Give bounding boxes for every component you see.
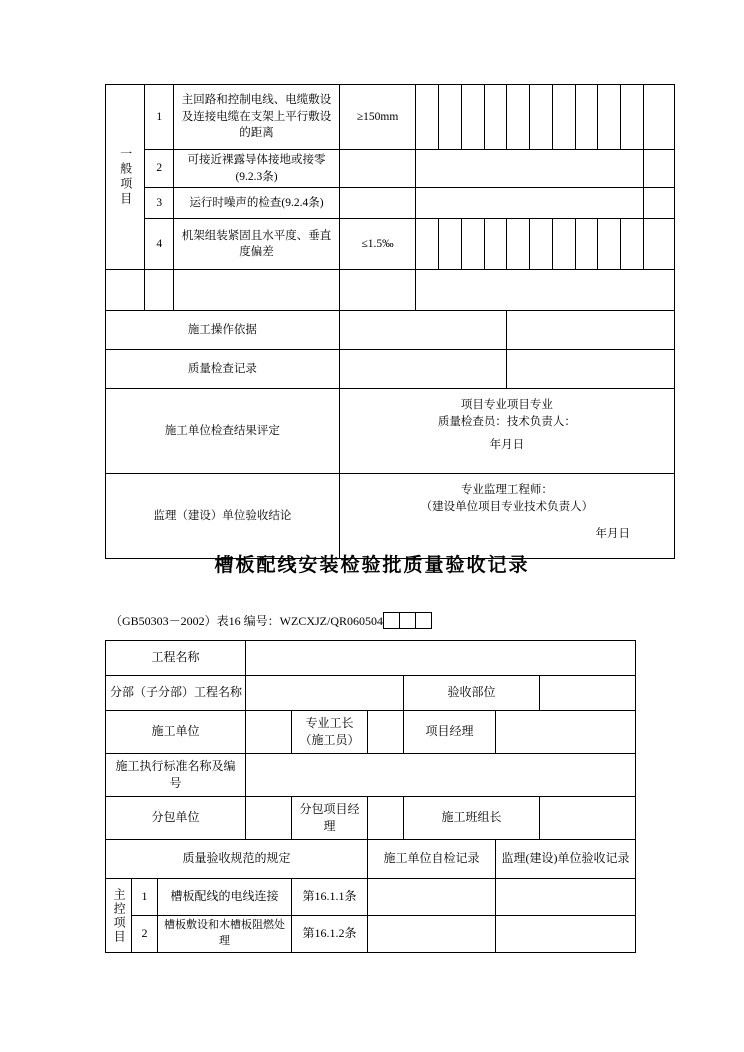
record-value [339,350,507,389]
section-label-text: 主控项目 [112,887,127,944]
standard-code-line [110,612,432,629]
field-value-construction-unit[interactable] [246,711,292,754]
upper-inspection-table [105,84,675,559]
table-row [106,711,636,754]
table-row [106,879,636,916]
table-row [106,219,675,270]
field-label-subproject-name: 分部（子分部）工程名称 [106,676,246,711]
check-cell [643,150,674,188]
section-label-cell [106,879,132,953]
row-number: 4 [145,219,174,270]
record-value-2 [507,350,675,389]
check-cell [643,188,674,219]
check-cell [439,85,462,150]
check-cell [461,219,484,270]
table-row [106,350,675,389]
table-row [106,474,675,559]
item-supervision[interactable] [496,916,636,953]
header-self-check: 施工单位自检记录 [368,840,496,879]
code-box[interactable] [415,612,432,629]
construction-check-line1: 项目专业项目专业 [460,399,553,412]
check-cell [416,219,439,270]
field-label-team-leader: 施工班组长 [404,797,540,840]
supervision-line2: （建设单位项目专业技术负责人） [420,501,594,514]
table-row [106,188,675,219]
field-value-acceptance-part[interactable] [540,676,636,711]
row-description: 机架组装紧固且水平度、垂直度偏差 [174,219,340,270]
field-value-team-leader[interactable] [540,797,636,840]
field-label-construction-unit: 施工单位 [106,711,246,754]
row-number: 3 [145,188,174,219]
check-cell [643,219,674,270]
upper-table [105,84,675,559]
code-box[interactable] [399,612,416,629]
construction-check-label-text: 施工单位检查结果评定 [164,425,280,437]
check-cell [575,85,598,150]
page-title: 槽板配线安装检验批质量验收记录 [214,555,530,576]
code-boxes [384,612,432,629]
blank-cell [106,270,145,311]
basis-value-2 [507,311,675,350]
table-row [106,840,636,879]
check-cell [484,85,507,150]
lower-table [105,640,636,953]
item-clause: 第16.1.1条 [292,879,368,916]
table-row [106,676,636,711]
check-cell [621,219,644,270]
field-value-subproject-name[interactable] [246,676,404,711]
table-row [106,270,675,311]
supervision-content [339,474,674,559]
field-label-standard-name: 施工执行标准名称及编号 [106,754,246,797]
check-cell [621,85,644,150]
field-label-project-name: 工程名称 [106,641,246,676]
check-cell [598,85,621,150]
supervision-label [106,474,340,559]
item-self-check[interactable] [368,916,496,953]
check-cell [507,219,530,270]
check-cell [416,188,644,219]
table-row [106,311,675,350]
field-label-acceptance-part: 验收部位 [404,676,540,711]
field-label-subcontractor: 分包单位 [106,797,246,840]
header-supervision: 监理(建设)单位验收记录 [496,840,636,879]
check-cell [439,219,462,270]
item-clause: 第16.1.2条 [292,916,368,953]
row-value: ≥150mm [339,85,416,150]
row-number: 1 [145,85,174,150]
field-label-project-manager: 项目经理 [404,711,496,754]
field-value-subcontractor[interactable] [246,797,292,840]
check-cell [552,219,575,270]
construction-check-line2: 质量检查员：技术负责人： [437,416,576,429]
check-cell [461,85,484,150]
field-value-project-name[interactable] [246,641,636,676]
table-row [106,797,636,840]
check-cell [552,85,575,150]
row-value [339,188,416,219]
row-description: 运行时噪声的检查(9.2.4条) [174,188,340,219]
record-label: 质量检查记录 [106,350,340,389]
check-cell [530,219,553,270]
table-row [106,85,675,150]
field-value-standard-name[interactable] [246,754,636,797]
blank-cell [339,270,416,311]
row-value [339,150,416,188]
check-cell [507,85,530,150]
field-label-foreman: 专业工长（施工员） [292,711,368,754]
check-cell [416,85,439,150]
field-value-foreman[interactable] [368,711,404,754]
blank-cell [174,270,340,311]
lower-acceptance-table [105,640,636,953]
item-number: 2 [132,916,158,953]
item-number: 1 [132,879,158,916]
check-cell [575,219,598,270]
table-row [106,754,636,797]
section-label-cell [106,85,145,270]
field-value-project-manager[interactable] [496,711,636,754]
table-row [106,150,675,188]
supervision-date: 年月日 [595,527,630,540]
blank-cell [416,270,675,311]
table-row [106,389,675,474]
table-row [106,916,636,953]
field-value-subcontract-manager[interactable] [368,797,404,840]
construction-check-content [339,389,674,474]
construction-check-date: 年月日 [489,438,525,451]
standard-code-text: （GB50303－2002）表16 编号：WZCXJZ/QR060504 [110,614,384,628]
blank-cell [145,270,174,311]
check-cell [643,85,674,150]
supervision-label-text: 监理（建设）单位验收结论 [153,510,292,522]
item-description: 槽板敷设和木槽板阻燃处理 [158,916,292,953]
basis-value [339,311,507,350]
row-value: ≤1.5‰ [339,219,416,270]
item-description: 槽板配线的电线连接 [158,879,292,916]
check-cell [416,150,644,188]
table-row [106,641,636,676]
row-number: 2 [145,150,174,188]
check-cell [598,219,621,270]
construction-check-label [106,389,340,474]
field-label-subcontract-manager: 分包项目经理 [292,797,368,840]
check-cell [530,85,553,150]
row-description: 主回路和控制电线、电缆敷设及连接电缆在支架上平行敷设的距离 [174,85,340,150]
item-supervision[interactable] [496,879,636,916]
check-cell [484,219,507,270]
code-box[interactable] [383,612,400,629]
item-self-check[interactable] [368,879,496,916]
header-spec: 质量验收规范的规定 [106,840,368,879]
supervision-line1: 专业监理工程师： [460,484,553,497]
section-label-text: 一般项目 [118,147,133,208]
basis-label: 施工操作依据 [106,311,340,350]
row-description: 可接近裸露导体接地或接零(9.2.3条) [174,150,340,188]
